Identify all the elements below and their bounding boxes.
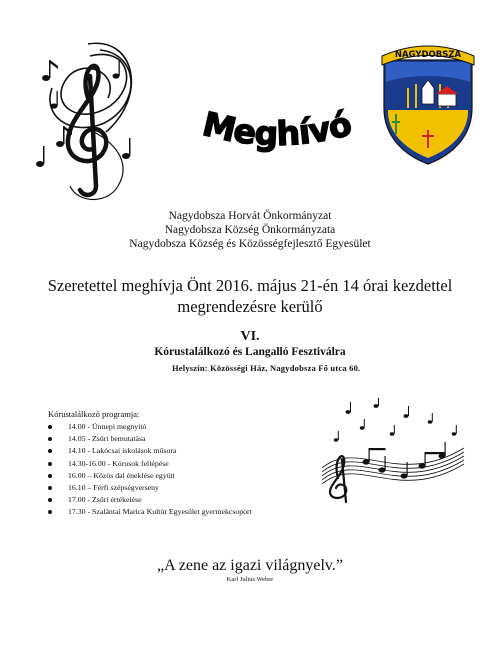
bullet-icon xyxy=(48,474,52,478)
title-heading xyxy=(172,100,382,160)
bullet-icon xyxy=(48,449,52,453)
program-item: 14.10 - Lakócsai iskolások műsora xyxy=(48,445,252,457)
program-heading: Kórustalálkozó programja: xyxy=(48,409,140,419)
program-item: 17.00 - Zsűri értékelése xyxy=(48,494,252,506)
program-item: 14.30-16.00 - Kórusok fellépése xyxy=(48,458,252,470)
program-list xyxy=(48,421,252,519)
program-item: 17.30 - Szalántai Marica Kultúr Egyesület gyermekcsoport xyxy=(48,506,252,518)
treble-clef-decoration xyxy=(30,36,140,206)
bullet-icon xyxy=(48,425,52,429)
organizer-2: Nagydobsza Község Önkormányzata xyxy=(164,224,336,236)
bullet-icon xyxy=(48,486,52,490)
event-edition: VI. xyxy=(240,329,260,344)
invitation-line-1: Szeretettel meghívja Önt 2016. május 21-én 14 órai kezdettel xyxy=(47,276,453,295)
event-name: Kórustalálkozó és Langalló Fesztiválra xyxy=(154,346,346,358)
invitation-line-2: megrendezésre kerülő xyxy=(177,297,323,316)
bullet-icon xyxy=(48,462,52,466)
program-item: 16.10 – Férfi szépségverseny xyxy=(48,482,252,494)
program-item: 14.00 - Ünnepi megnyitó xyxy=(48,421,252,433)
organizer-3: Nagydobsza Község és Közösségfejlesztő Egyesület xyxy=(129,238,371,250)
bullet-icon xyxy=(48,498,52,502)
bullet-icon xyxy=(48,510,52,514)
music-notes-decoration xyxy=(318,398,468,503)
bullet-icon xyxy=(48,437,52,441)
program-item: 14.05 - Zsűri bemutatása xyxy=(48,433,252,445)
crest-label: NAGYDOBSZA xyxy=(394,50,462,60)
quote-text: „A zene az igazi világnyelv.” xyxy=(157,557,343,574)
event-venue: Helyszín: Közösségi Ház, Nagydobsza Fő utca 60. xyxy=(172,363,361,373)
quote-author: Karl Julius Weber xyxy=(226,576,274,583)
program-item: 16.00 – Közös dal éneklése együtt xyxy=(48,470,252,482)
svg-text:Meghívó: Meghívó xyxy=(199,103,356,154)
organizer-1: Nagydobsza Horvát Önkormányzat xyxy=(168,210,332,222)
nagydobsza-crest-icon xyxy=(378,38,478,168)
